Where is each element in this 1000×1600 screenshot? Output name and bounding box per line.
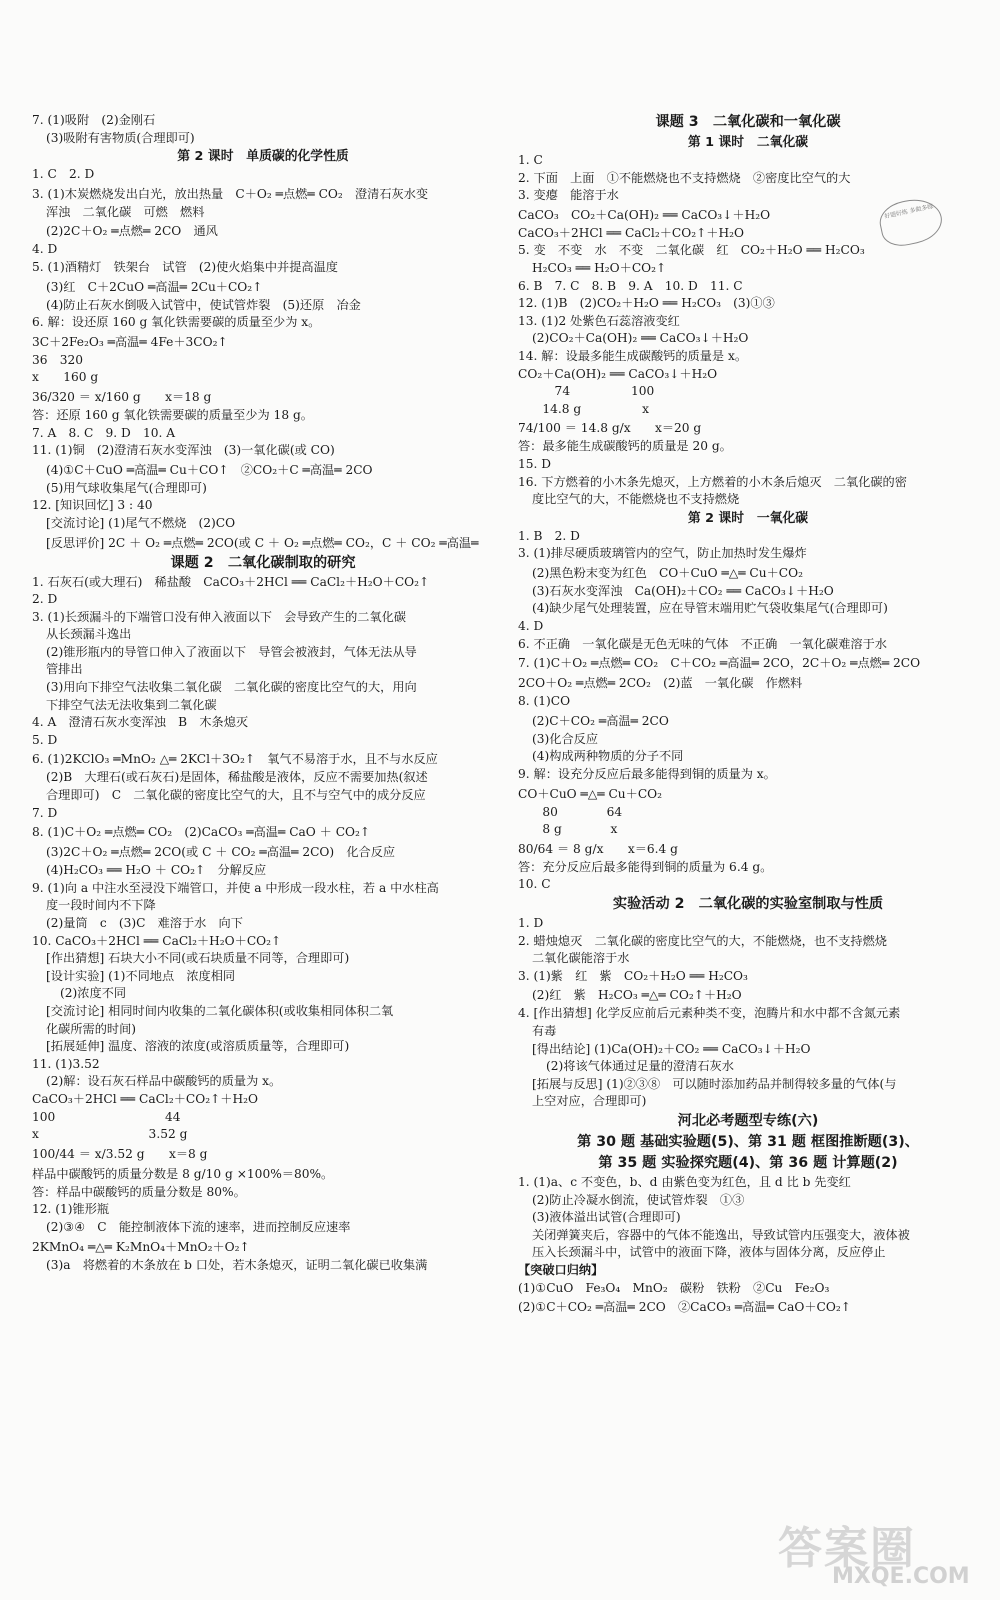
stamp-seal: 好题好练 多做多练 — [876, 194, 946, 250]
answer-line: (5)用气球收集尾气(合理即可) — [46, 480, 207, 495]
answer-line: 9. (1)向 a 中注水至浸没下端管口，并使 a 中形成一段水柱，若 a 中水柱高 — [32, 880, 439, 895]
answer-line: 12. (1)锥形瓶 — [32, 1202, 110, 1217]
section-title: 课题 2 二氧化碳制取的研究 — [170, 554, 356, 571]
subheading: 【突破口归纳】 — [518, 1262, 604, 1277]
answer-line: 5. (1)酒精灯 铁架台 试管 (2)使火焰集中并提高温度 — [32, 259, 338, 274]
answer-line: 16. 下方燃着的小木条先熄灭，上方燃着的小木条后熄灭 二氧化碳的密 — [518, 474, 907, 489]
answer-line: 2. D — [32, 592, 58, 607]
answer-line: (3)用向下排空气法收集二氧化碳 二氧化碳的密度比空气的大，用向 — [46, 680, 417, 695]
answer-line: (2)将该气体通过足量的澄清石灰水 — [546, 1059, 734, 1074]
answer-line: 1. 石灰石(或大理石) 稀盐酸 CaCO₃＋2HCl ══ CaCl₂＋H₂O＋CO₂↑ — [32, 574, 430, 589]
answer-line: 5. D — [32, 732, 58, 747]
answer-line: 8 g x — [518, 822, 618, 837]
answer-line: 14.8 g x — [518, 401, 649, 416]
answer-line: 3. (1)排尽硬质玻璃管内的空气，防止加热时发生爆炸 — [518, 546, 807, 561]
section-title: 河北必考题型专练(六) — [677, 1112, 819, 1129]
answer-line: [拓展延伸] 温度、溶液的浓度(或溶质质量等，合理即可) — [46, 1039, 350, 1054]
answer-line: H₂CO₃ ══ H₂O＋CO₂↑ — [532, 260, 667, 275]
answer-line: 80 64 — [518, 804, 623, 819]
answer-line: 8. (1)CO — [518, 694, 571, 709]
answer-line: 3. (1)紫 红 紫 CO₂＋H₂O ══ H₂CO₃ — [518, 968, 748, 983]
answer-line: (4)防止石灰水倒吸入试管中，使试管炸裂 (5)还原 冶金 — [46, 297, 361, 312]
answer-line: 100 44 — [32, 1109, 181, 1124]
answer-line: (2)浓度不同 — [60, 986, 127, 1001]
answer-line: 4. A 澄清石灰水变浑浊 B 木条熄灭 — [32, 715, 249, 730]
watermark-text: 答案圈 — [778, 1523, 916, 1574]
answer-line: 6. 不正确 一氧化碳是无色无味的气体 不正确 一氧化碳难溶于水 — [518, 636, 887, 651]
answer-line: (3)石灰水变浑浊 Ca(OH)₂＋CO₂ ══ CaCO₃↓＋H₂O — [532, 583, 834, 598]
answer-line: 合理即可) C 二氧化碳的密度比空气的大，且不与空气中的成分反应 — [46, 788, 426, 803]
answer-line: CO₂＋Ca(OH)₂ ══ CaCO₃↓＋H₂O — [518, 366, 718, 381]
answer-line: 100/44 ＝ x/3.52 g x＝8 g — [32, 1146, 208, 1161]
answer-line: [拓展与反思] (1)②③⑧ 可以随时添加药品并制得较多量的气体(与 — [532, 1076, 897, 1091]
answer-line: 7. (1)吸附 (2)金刚石 — [32, 113, 156, 127]
answer-line: 6. (1)2KClO₃ ═MnO₂ △═ 2KCl＋3O₂↑ 氧气不易溶于水，且不与水反应 — [32, 752, 438, 767]
answer-line: x 160 g — [32, 370, 99, 385]
answer-line: 9. 解：设充分反应后最多能得到铜的质量为 x。 — [518, 767, 776, 782]
answer-line: 二氧化碳能溶于水 — [532, 951, 630, 966]
answer-line: (4)H₂CO₃ ══ H₂O ＋ CO₂↑ 分解反应 — [46, 863, 267, 878]
answer-line: 度一段时间内不下降 — [46, 898, 156, 913]
answer-line: (2)量筒 c (3)C 难溶于水 向下 — [46, 916, 243, 930]
answer-line: 11. (1)铜 (2)澄清石灰水变浑浊 (3)一氧化碳(或 CO) — [32, 443, 335, 458]
answer-line: 15. D — [518, 456, 552, 471]
answer-line: 10. C — [518, 877, 551, 892]
answer-line: (3)2C＋O₂ ═点燃═ 2CO(或 C ＋ CO₂ ═高温═ 2CO) 化合反应 — [46, 845, 396, 860]
answer-line: [设计实验] (1)不同地点 浓度相同 — [46, 968, 236, 983]
answer-line: [得出结论] (1)Ca(OH)₂＋CO₂ ══ CaCO₃↓＋H₂O — [532, 1041, 811, 1056]
answer-line: (2)黑色粉末变为红色 CO＋CuO ═△═ Cu＋CO₂ — [532, 565, 803, 580]
answer-line: 74/100 ＝ 14.8 g/x x＝20 g — [518, 421, 702, 436]
answer-line: 10. CaCO₃＋2HCl ══ CaCl₂＋H₂O＋CO₂↑ — [32, 933, 282, 948]
answer-line: 2KMnO₄ ═△═ K₂MnO₄＋MnO₂＋O₂↑ — [32, 1239, 250, 1254]
answer-line: 6. B 7. C 8. B 9. A 10. D 11. C — [518, 278, 743, 293]
answer-line: 36 320 — [32, 352, 83, 367]
answer-line: (3)a 将燃着的木条放在 b 口处，若木条熄灭，证明二氧化碳已收集满 — [46, 1257, 428, 1272]
answer-line: 度比空气的大，不能燃烧也不支持燃烧 — [532, 492, 740, 507]
answer-line: 1. D — [518, 916, 544, 930]
answer-line: x 3.52 g — [32, 1127, 188, 1142]
right-column — [518, 112, 978, 1317]
answer-line: 2. 下面 上面 ①不能燃烧也不支持燃烧 ②密度比空气的大 — [518, 170, 851, 185]
section-subtitle: 第 2 课时 单质碳的化学性质 — [177, 149, 349, 165]
answer-line: (2)C＋CO₂ ═高温═ 2CO — [532, 713, 669, 728]
answer-line: (4)构成两种物质的分子不同 — [532, 749, 684, 764]
section-title: 第 35 题 实验探究题(4)、第 36 题 计算题(2) — [598, 1154, 898, 1171]
answer-line: 8. (1)C＋O₂ ═点燃═ CO₂ (2)CaCO₃ ═高温═ CaO ＋ CO₂↑ — [32, 825, 371, 840]
answer-line: (3)吸附有害物质(合理即可) — [46, 130, 195, 145]
answer-line: [作出猜想] 石块大小不同(或石块质量不同等，合理即可) — [46, 951, 350, 966]
answer-line: CaCO₃＋2HCl ══ CaCl₂＋CO₂↑＋H₂O — [32, 1091, 259, 1106]
answer-line: 1. C — [518, 153, 543, 167]
answer-line: (2)2C＋O₂ ═点燃═ 2CO 通风 — [46, 224, 218, 239]
answer-line: 答：样品中碳酸钙的质量分数是 80%。 — [32, 1184, 246, 1199]
answer-line: 答：还原 160 g 氧化铁需要碳的质量至少为 18 g。 — [32, 407, 313, 422]
answer-line: CaCO₃＋2HCl ══ CaCl₂＋CO₂↑＋H₂O — [518, 225, 745, 240]
answer-line: 压入长颈漏斗中，试管中的液面下降，液体与固体分离，反应停止 — [532, 1245, 886, 1260]
answer-line: 11. (1)3.52 — [32, 1056, 100, 1071]
answer-line: 3. (1)木炭燃烧发出白光，放出热量 C＋O₂ ═点燃═ CO₂ 澄清石灰水变 — [32, 186, 429, 201]
answer-line: (3)红 C＋2CuO ═高温═ 2Cu＋CO₂↑ — [46, 279, 263, 294]
answer-line: 80/64 ＝ 8 g/x x＝6.4 g — [518, 841, 678, 856]
answer-line: (2)B 大理石(或石灰石)是固体，稀盐酸是液体，反应不需要加热(叙述 — [46, 770, 428, 785]
answer-line: 7. A 8. C 9. D 10. A — [32, 425, 176, 440]
answer-line: 7. D — [32, 805, 58, 820]
answer-line: 答：最多能生成碳酸钙的质量是 20 g。 — [518, 439, 732, 454]
answer-line: 管排出 — [46, 662, 83, 677]
answer-line: CaCO₃ CO₂＋Ca(OH)₂ ══ CaCO₃↓＋H₂O — [518, 207, 771, 222]
answer-line: 化碳所需的时间) — [46, 1021, 137, 1036]
answer-line: 上空对应，合理即可) — [532, 1094, 647, 1109]
answer-line: (2)CO₂＋Ca(OH)₂ ══ CaCO₃↓＋H₂O — [532, 331, 749, 346]
answer-line: 36/320 ＝ x/160 g x＝18 g — [32, 389, 212, 404]
answer-line: 7. (1)C＋O₂ ═点燃═ CO₂ C＋CO₂ ═高温═ 2CO，2C＋O₂ ═点燃═ 2CO — [518, 656, 921, 671]
section-subtitle: 第 2 课时 一氧化碳 — [687, 510, 809, 526]
answer-line: (3)液体溢出试管(合理即可) — [532, 1210, 681, 1225]
answer-line: 5. 变 不变 水 不变 二氧化碳 红 CO₂＋H₂O ══ H₂CO₃ — [518, 243, 865, 258]
answer-line: (2)①C＋CO₂ ═高温═ 2CO ②CaCO₃ ═高温═ CaO＋CO₂↑ — [518, 1300, 851, 1315]
answer-line: 从长颈漏斗逸出 — [46, 627, 132, 642]
answer-line: 14. 解：设最多能生成碳酸钙的质量是 x。 — [518, 348, 748, 363]
answer-line: (4)①C＋CuO ═高温═ Cu＋CO↑ ②CO₂＋C ═高温═ 2CO — [46, 462, 373, 477]
answer-line: 4. D — [32, 242, 58, 257]
answer-line: (2)红 紫 H₂CO₃ ═△═ CO₂↑＋H₂O — [532, 988, 742, 1003]
answer-line: 关闭弹簧夹后，容器中的气体不能逸出，导致试管内压强变大，液体被 — [532, 1227, 910, 1242]
answer-line: 13. (1)2 处紫色石蕊溶液变红 — [518, 313, 680, 328]
watermark-url: MXQE.COM — [832, 1564, 970, 1589]
answer-line: 有毒 — [532, 1023, 557, 1038]
answer-line: [交流讨论] (1)尾气不燃烧 (2)CO — [46, 515, 236, 530]
answer-line: 下排空气法无法收集到二氧化碳 — [46, 697, 217, 712]
answer-line: 4. [作出猜想] 化学反应前后元素种类不变，泡腾片和水中都不含氮元素 — [518, 1006, 901, 1021]
watermark-logo — [768, 1512, 978, 1594]
section-title: 实验活动 2 二氧化碳的实验室制取与性质 — [612, 896, 884, 912]
answer-line: 4. D — [518, 619, 544, 634]
answer-line: (1)①CuO Fe₃O₄ MnO₂ 碳粉 铁粉 ②Cu Fe₂O₃ — [518, 1280, 830, 1295]
section-title: 第 30 题 基础实验题(5)、第 31 题 框图推断题(3)、 — [577, 1133, 919, 1150]
answer-line: 2CO＋O₂ ═点燃═ 2CO₂ (2)蓝 一氧化碳 作燃料 — [518, 676, 803, 691]
section-title: 课题 3 二氧化碳和一氧化碳 — [655, 114, 841, 130]
answer-line: 3. 变瘪 能溶于水 — [518, 188, 619, 203]
answer-line: 74 100 — [518, 384, 655, 399]
left-column — [32, 112, 494, 1274]
answer-line: (4)缺少尾气处理装置，应在导管末端用贮气袋收集尾气(合理即可) — [532, 601, 888, 616]
answer-line: 3C＋2Fe₂O₃ ═高温═ 4Fe＋3CO₂↑ — [32, 334, 228, 349]
answer-line: 6. 解：设还原 160 g 氧化铁需要碳的质量至少为 x。 — [32, 315, 321, 330]
answer-line: 答：充分反应后最多能得到铜的质量为 6.4 g。 — [518, 859, 773, 874]
answer-line: (2)③④ C 能控制液体下流的速率，进而控制反应速率 — [46, 1219, 351, 1234]
answer-line: (2)锥形瓶内的导管口伸入了液面以下 导管会被液封，气体无法从导 — [46, 644, 417, 659]
answer-line: 1. C 2. D — [32, 167, 95, 182]
answer-line: CO＋CuO ═△═ Cu＋CO₂ — [518, 786, 663, 801]
answer-line: [反思评价] 2C ＋ O₂ ═点燃═ 2CO(或 C ＋ O₂ ═点燃═ CO₂，C ＋ CO₂ ═高温═ — [46, 535, 479, 550]
answer-line: 1. (1)a、c 不变色，b、d 由紫色变为红色，且 d 比 b 先变红 — [518, 1174, 851, 1189]
answer-line: 1. B 2. D — [518, 528, 580, 543]
answer-line: (2)防止冷凝水倒流，使试管炸裂 ①③ — [532, 1192, 745, 1207]
answer-line: 2. 蜡烛熄灭 二氧化碳的密度比空气的大，不能燃烧，也不支持燃烧 — [518, 933, 887, 948]
section-subtitle: 第 1 课时 二氧化碳 — [687, 135, 809, 150]
answer-line: [交流讨论] 相同时间内收集的二氧化碳体积(或收集相同体积二氧 — [46, 1003, 394, 1018]
answer-line: (3)化合反应 — [532, 731, 599, 746]
answer-line: 浑浊 二氧化碳 可燃 燃料 — [46, 204, 205, 219]
answer-line: (2)解：设石灰石样品中碳酸钙的质量为 x。 — [46, 1074, 282, 1089]
answer-line: 12. [知识回忆] 3 : 40 — [32, 498, 153, 513]
answer-line: 3. (1)长颈漏斗的下端管口没有伸入液面以下 会导致产生的二氧化碳 — [32, 609, 407, 624]
answer-line: 12. (1)B (2)CO₂＋H₂O ══ H₂CO₃ (3)①③ — [518, 296, 775, 311]
answer-line: 样品中碳酸钙的质量分数是 8 g/10 g ×100%＝80%。 — [32, 1166, 334, 1181]
